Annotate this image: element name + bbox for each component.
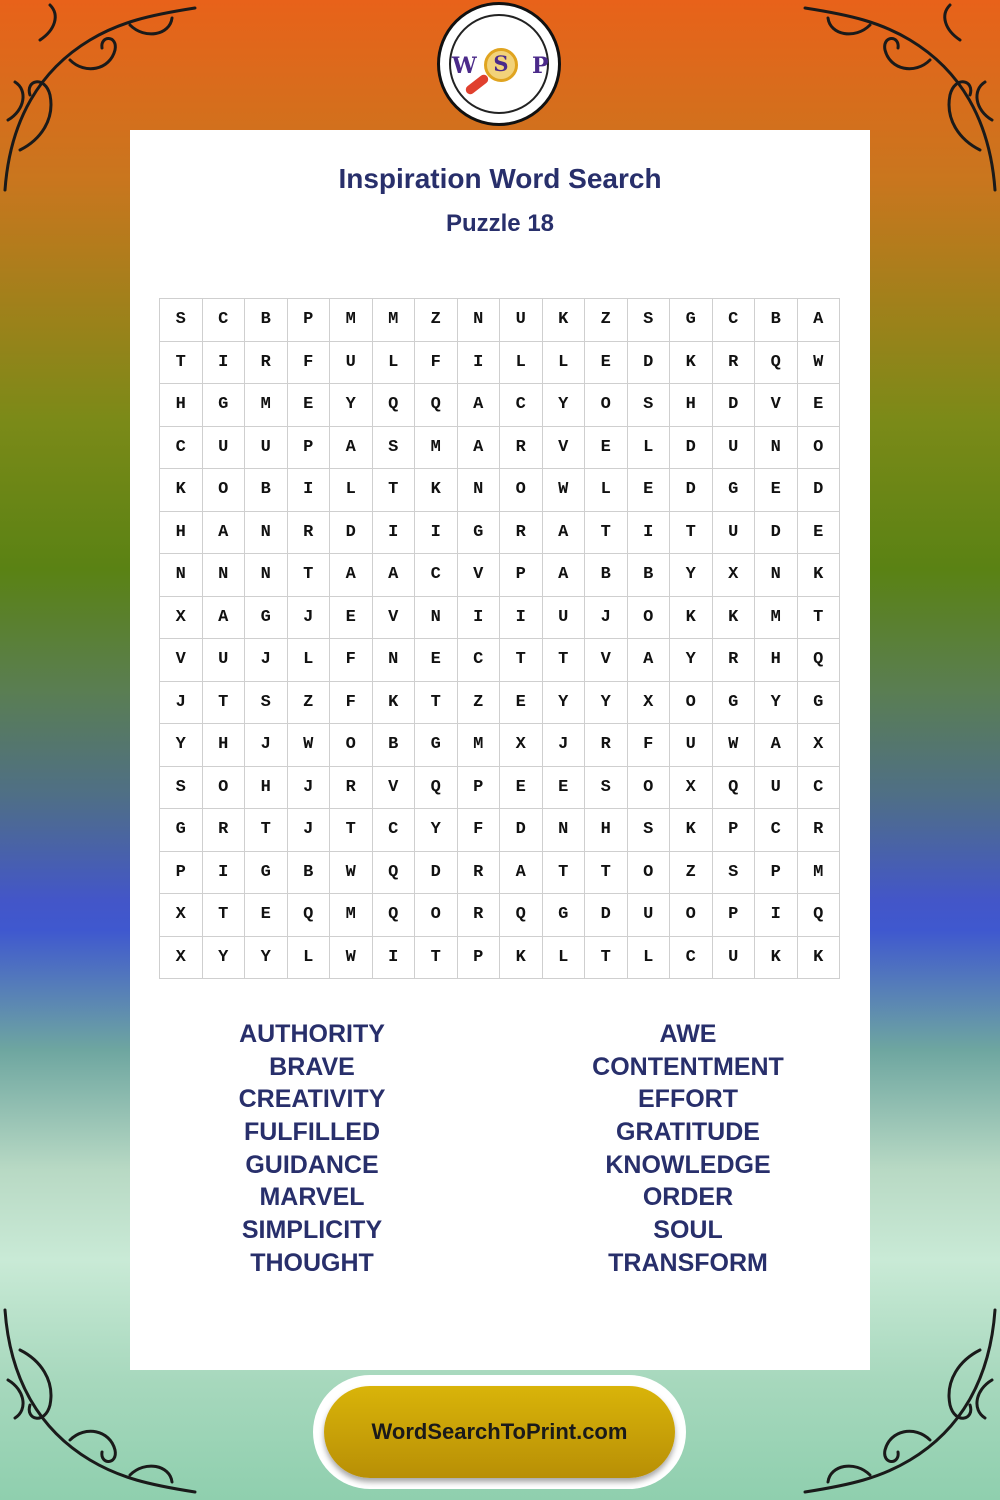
- grid-cell[interactable]: F: [458, 809, 501, 852]
- word-list-item: AUTHORITY: [239, 1020, 385, 1048]
- grid-cell[interactable]: K: [798, 937, 841, 980]
- grid-cell[interactable]: O: [670, 894, 713, 937]
- grid-cell[interactable]: M: [798, 852, 841, 895]
- grid-cell[interactable]: F: [330, 682, 373, 725]
- site-link-label: WordSearchToPrint.com: [371, 1419, 628, 1444]
- grid-cell[interactable]: B: [245, 299, 288, 342]
- grid-cell[interactable]: C: [373, 809, 416, 852]
- grid-cell[interactable]: D: [755, 512, 798, 555]
- grid-cell[interactable]: C: [755, 809, 798, 852]
- grid-cell[interactable]: Y: [755, 682, 798, 725]
- grid-cell[interactable]: R: [798, 809, 841, 852]
- grid-cell[interactable]: L: [500, 342, 543, 385]
- puzzle-number: Puzzle 18: [445, 210, 555, 237]
- grid-cell[interactable]: A: [798, 299, 841, 342]
- grid-cell[interactable]: R: [203, 809, 246, 852]
- grid-cell[interactable]: Y: [330, 384, 373, 427]
- grid-cell[interactable]: I: [373, 512, 416, 555]
- grid-cell[interactable]: M: [330, 894, 373, 937]
- grid-cell[interactable]: Q: [373, 852, 416, 895]
- grid-cell[interactable]: J: [245, 639, 288, 682]
- grid-cell[interactable]: A: [628, 639, 671, 682]
- grid-cell[interactable]: O: [203, 469, 246, 512]
- grid-cell[interactable]: K: [670, 809, 713, 852]
- grid-cell[interactable]: U: [203, 427, 246, 470]
- grid-cell[interactable]: E: [585, 342, 628, 385]
- grid-cell[interactable]: U: [670, 724, 713, 767]
- grid-cell[interactable]: K: [713, 597, 756, 640]
- grid-cell[interactable]: O: [330, 724, 373, 767]
- grid-cell[interactable]: S: [628, 299, 671, 342]
- grid-cell[interactable]: W: [798, 342, 841, 385]
- grid-cell[interactable]: Q: [798, 639, 841, 682]
- grid-cell[interactable]: E: [543, 767, 586, 810]
- grid-cell[interactable]: H: [160, 384, 203, 427]
- grid-cell[interactable]: G: [713, 469, 756, 512]
- grid-cell[interactable]: P: [458, 767, 501, 810]
- grid-cell[interactable]: G: [415, 724, 458, 767]
- grid-cell[interactable]: T: [415, 682, 458, 725]
- grid-cell[interactable]: M: [245, 384, 288, 427]
- grid-cell[interactable]: N: [160, 554, 203, 597]
- grid-cell[interactable]: E: [500, 767, 543, 810]
- logo-letter-s: S: [493, 51, 509, 76]
- grid-cell[interactable]: U: [628, 894, 671, 937]
- grid-cell[interactable]: O: [798, 427, 841, 470]
- grid-cell[interactable]: H: [245, 767, 288, 810]
- grid-cell[interactable]: Q: [415, 767, 458, 810]
- grid-cell[interactable]: E: [288, 384, 331, 427]
- grid-cell[interactable]: Y: [670, 639, 713, 682]
- grid-cell[interactable]: U: [713, 427, 756, 470]
- grid-cell[interactable]: G: [245, 597, 288, 640]
- grid-cell[interactable]: Q: [288, 894, 331, 937]
- grid-cell[interactable]: A: [500, 852, 543, 895]
- grid-cell[interactable]: O: [585, 384, 628, 427]
- grid-cell[interactable]: V: [373, 767, 416, 810]
- word-list-item: ORDER: [642, 1183, 734, 1212]
- grid-cell[interactable]: I: [288, 469, 331, 512]
- grid-cell[interactable]: J: [160, 682, 203, 725]
- word-list-left: [162, 1018, 462, 1280]
- grid-cell[interactable]: O: [203, 767, 246, 810]
- grid-cell[interactable]: B: [755, 299, 798, 342]
- grid-cell[interactable]: T: [500, 639, 543, 682]
- grid-cell[interactable]: I: [628, 512, 671, 555]
- grid-cell[interactable]: D: [670, 469, 713, 512]
- grid-cell[interactable]: A: [755, 724, 798, 767]
- grid-cell[interactable]: Z: [585, 299, 628, 342]
- grid-cell[interactable]: M: [373, 299, 416, 342]
- grid-cell[interactable]: I: [500, 597, 543, 640]
- grid-cell[interactable]: C: [713, 299, 756, 342]
- grid-cell[interactable]: I: [415, 512, 458, 555]
- grid-cell[interactable]: A: [458, 384, 501, 427]
- grid-cell[interactable]: G: [203, 384, 246, 427]
- page-title: Inspiration Word Search: [338, 163, 662, 194]
- grid-cell[interactable]: E: [585, 427, 628, 470]
- grid-cell[interactable]: S: [713, 852, 756, 895]
- grid-cell[interactable]: K: [543, 299, 586, 342]
- grid-cell[interactable]: J: [288, 597, 331, 640]
- grid-cell[interactable]: O: [628, 597, 671, 640]
- logo-letter-p: P: [532, 53, 549, 79]
- grid-cell[interactable]: S: [245, 682, 288, 725]
- grid-cell[interactable]: U: [713, 937, 756, 980]
- grid-cell[interactable]: N: [245, 554, 288, 597]
- grid-cell[interactable]: E: [415, 639, 458, 682]
- grid-cell[interactable]: E: [500, 682, 543, 725]
- grid-cell[interactable]: J: [288, 809, 331, 852]
- grid-cell[interactable]: V: [585, 639, 628, 682]
- grid-cell[interactable]: A: [330, 427, 373, 470]
- grid-cell[interactable]: P: [713, 809, 756, 852]
- word-list-item: SIMPLICITY: [241, 1216, 383, 1245]
- word-list-item: CONTENTMENT: [592, 1052, 784, 1081]
- grid-cell[interactable]: F: [415, 342, 458, 385]
- grid-cell[interactable]: U: [203, 639, 246, 682]
- grid-cell[interactable]: N: [755, 427, 798, 470]
- grid-cell[interactable]: U: [500, 299, 543, 342]
- grid-cell[interactable]: C: [203, 299, 246, 342]
- grid-cell[interactable]: G: [160, 809, 203, 852]
- grid-cell[interactable]: S: [160, 767, 203, 810]
- grid-cell[interactable]: T: [373, 469, 416, 512]
- grid-cell[interactable]: D: [585, 894, 628, 937]
- grid-cell[interactable]: T: [330, 809, 373, 852]
- grid-cell[interactable]: S: [160, 299, 203, 342]
- grid-cell[interactable]: L: [288, 639, 331, 682]
- grid-cell[interactable]: U: [755, 767, 798, 810]
- grid-cell[interactable]: N: [458, 469, 501, 512]
- grid-cell[interactable]: W: [713, 724, 756, 767]
- word-list-item: TRANSFORM: [608, 1248, 768, 1277]
- grid-cell[interactable]: P: [500, 554, 543, 597]
- grid-cell[interactable]: D: [713, 384, 756, 427]
- grid-cell[interactable]: A: [543, 512, 586, 555]
- grid-cell[interactable]: R: [713, 342, 756, 385]
- grid-cell[interactable]: U: [543, 597, 586, 640]
- grid-cell[interactable]: I: [203, 852, 246, 895]
- grid-cell[interactable]: P: [755, 852, 798, 895]
- grid-cell[interactable]: V: [160, 639, 203, 682]
- grid-cell[interactable]: F: [288, 342, 331, 385]
- grid-cell[interactable]: S: [628, 809, 671, 852]
- grid-cell[interactable]: P: [713, 894, 756, 937]
- grid-cell[interactable]: X: [798, 724, 841, 767]
- grid-cell[interactable]: Y: [585, 682, 628, 725]
- grid-cell[interactable]: T: [245, 809, 288, 852]
- grid-cell[interactable]: K: [798, 554, 841, 597]
- grid-cell[interactable]: I: [458, 597, 501, 640]
- grid-cell[interactable]: A: [330, 554, 373, 597]
- grid-cell[interactable]: E: [628, 469, 671, 512]
- grid-cell[interactable]: T: [543, 852, 586, 895]
- grid-cell[interactable]: Q: [500, 894, 543, 937]
- grid-cell[interactable]: B: [288, 852, 331, 895]
- word-list-item: BRAVE: [269, 1052, 355, 1081]
- grid-cell[interactable]: K: [373, 682, 416, 725]
- grid-cell[interactable]: G: [670, 299, 713, 342]
- grid-cell[interactable]: T: [585, 852, 628, 895]
- grid-cell[interactable]: R: [713, 639, 756, 682]
- grid-cell[interactable]: Y: [670, 554, 713, 597]
- word-list-item: SOUL: [653, 1216, 723, 1245]
- grid-cell[interactable]: V: [373, 597, 416, 640]
- grid-cell[interactable]: H: [160, 512, 203, 555]
- grid-cell[interactable]: T: [585, 512, 628, 555]
- grid-cell[interactable]: E: [798, 512, 841, 555]
- grid-cell[interactable]: X: [160, 937, 203, 980]
- grid-cell[interactable]: Y: [415, 809, 458, 852]
- grid-cell[interactable]: E: [330, 597, 373, 640]
- grid-cell[interactable]: N: [245, 512, 288, 555]
- grid-cell[interactable]: R: [458, 852, 501, 895]
- grid-cell[interactable]: B: [628, 554, 671, 597]
- grid-cell[interactable]: U: [330, 342, 373, 385]
- grid-cell[interactable]: W: [288, 724, 331, 767]
- grid-cell[interactable]: I: [203, 342, 246, 385]
- grid-cell[interactable]: H: [585, 809, 628, 852]
- grid-cell[interactable]: O: [628, 767, 671, 810]
- grid-cell[interactable]: G: [798, 682, 841, 725]
- grid-cell[interactable]: C: [160, 427, 203, 470]
- grid-cell[interactable]: A: [203, 512, 246, 555]
- grid-cell[interactable]: S: [585, 767, 628, 810]
- grid-cell[interactable]: Y: [203, 937, 246, 980]
- grid-cell[interactable]: O: [628, 852, 671, 895]
- grid-cell[interactable]: R: [288, 512, 331, 555]
- grid-cell[interactable]: Q: [415, 384, 458, 427]
- grid-cell[interactable]: X: [628, 682, 671, 725]
- grid-cell[interactable]: C: [670, 937, 713, 980]
- grid-cell[interactable]: Q: [713, 767, 756, 810]
- grid-cell[interactable]: T: [543, 639, 586, 682]
- grid-cell[interactable]: S: [373, 427, 416, 470]
- grid-cell[interactable]: X: [500, 724, 543, 767]
- grid-cell[interactable]: C: [415, 554, 458, 597]
- grid-cell[interactable]: W: [330, 937, 373, 980]
- grid-cell[interactable]: B: [245, 469, 288, 512]
- grid-cell[interactable]: V: [458, 554, 501, 597]
- grid-cell[interactable]: T: [415, 937, 458, 980]
- grid-cell[interactable]: T: [160, 342, 203, 385]
- word-list-item: GUIDANCE: [245, 1150, 379, 1179]
- grid-cell[interactable]: M: [330, 299, 373, 342]
- grid-cell[interactable]: L: [330, 469, 373, 512]
- grid-cell[interactable]: X: [670, 767, 713, 810]
- grid-cell[interactable]: E: [245, 894, 288, 937]
- grid-cell[interactable]: U: [245, 427, 288, 470]
- grid-cell[interactable]: E: [798, 384, 841, 427]
- grid-cell[interactable]: I: [755, 894, 798, 937]
- grid-cell[interactable]: R: [500, 512, 543, 555]
- grid-cell[interactable]: C: [500, 384, 543, 427]
- grid-cell[interactable]: A: [203, 597, 246, 640]
- grid-cell[interactable]: R: [245, 342, 288, 385]
- word-list-item: AWE: [659, 1020, 717, 1048]
- grid-cell[interactable]: O: [500, 469, 543, 512]
- grid-cell[interactable]: L: [373, 342, 416, 385]
- grid-cell[interactable]: V: [543, 427, 586, 470]
- grid-cell[interactable]: P: [160, 852, 203, 895]
- grid-cell[interactable]: N: [755, 554, 798, 597]
- grid-cell[interactable]: K: [670, 342, 713, 385]
- grid-cell[interactable]: G: [713, 682, 756, 725]
- grid-cell[interactable]: D: [330, 512, 373, 555]
- grid-cell[interactable]: L: [628, 427, 671, 470]
- grid-cell[interactable]: D: [628, 342, 671, 385]
- grid-cell[interactable]: J: [245, 724, 288, 767]
- grid-cell[interactable]: T: [203, 682, 246, 725]
- grid-cell[interactable]: T: [288, 554, 331, 597]
- grid-cell[interactable]: C: [798, 767, 841, 810]
- grid-cell[interactable]: K: [755, 937, 798, 980]
- grid-cell[interactable]: Z: [458, 682, 501, 725]
- grid-cell[interactable]: P: [458, 937, 501, 980]
- grid-cell[interactable]: N: [373, 639, 416, 682]
- grid-cell[interactable]: V: [755, 384, 798, 427]
- grid-cell[interactable]: X: [160, 894, 203, 937]
- grid-cell[interactable]: P: [288, 427, 331, 470]
- grid-cell[interactable]: L: [628, 937, 671, 980]
- grid-cell[interactable]: D: [500, 809, 543, 852]
- grid-cell[interactable]: M: [415, 427, 458, 470]
- grid-cell[interactable]: Z: [415, 299, 458, 342]
- grid-cell[interactable]: B: [585, 554, 628, 597]
- grid-cell[interactable]: Z: [288, 682, 331, 725]
- grid-cell[interactable]: G: [543, 894, 586, 937]
- grid-cell[interactable]: L: [543, 342, 586, 385]
- word-list-right: [538, 1018, 838, 1280]
- grid-cell[interactable]: L: [288, 937, 331, 980]
- word-list-item: GRATITUDE: [616, 1118, 760, 1147]
- word-list-item: FULFILLED: [243, 1118, 381, 1147]
- grid-cell[interactable]: H: [755, 639, 798, 682]
- grid-cell[interactable]: K: [160, 469, 203, 512]
- grid-cell[interactable]: W: [330, 852, 373, 895]
- grid-cell[interactable]: J: [585, 597, 628, 640]
- grid-cell[interactable]: H: [203, 724, 246, 767]
- grid-cell[interactable]: T: [670, 512, 713, 555]
- grid-cell[interactable]: Y: [160, 724, 203, 767]
- grid-cell[interactable]: A: [458, 427, 501, 470]
- grid-cell[interactable]: Y: [543, 682, 586, 725]
- grid-cell[interactable]: Q: [798, 894, 841, 937]
- grid-cell[interactable]: Z: [670, 852, 713, 895]
- grid-cell[interactable]: L: [543, 937, 586, 980]
- grid-cell[interactable]: M: [755, 597, 798, 640]
- site-link-button[interactable]: [324, 1386, 675, 1478]
- grid-cell[interactable]: D: [670, 427, 713, 470]
- grid-cell[interactable]: H: [670, 384, 713, 427]
- grid-cell[interactable]: D: [798, 469, 841, 512]
- grid-cell[interactable]: R: [585, 724, 628, 767]
- grid-cell[interactable]: D: [415, 852, 458, 895]
- grid-cell[interactable]: N: [203, 554, 246, 597]
- grid-cell[interactable]: X: [713, 554, 756, 597]
- word-list-item: KNOWLEDGE: [605, 1150, 771, 1179]
- grid-cell[interactable]: N: [543, 809, 586, 852]
- grid-cell[interactable]: I: [373, 937, 416, 980]
- grid-cell[interactable]: F: [628, 724, 671, 767]
- grid-cell[interactable]: G: [458, 512, 501, 555]
- grid-cell[interactable]: R: [458, 894, 501, 937]
- grid-cell[interactable]: Q: [755, 342, 798, 385]
- grid-cell[interactable]: X: [160, 597, 203, 640]
- grid-cell[interactable]: M: [458, 724, 501, 767]
- grid-cell[interactable]: Q: [373, 384, 416, 427]
- grid-cell[interactable]: S: [628, 384, 671, 427]
- grid-cell[interactable]: B: [373, 724, 416, 767]
- grid-cell[interactable]: J: [288, 767, 331, 810]
- grid-cell[interactable]: K: [670, 597, 713, 640]
- word-list-item: MARVEL: [259, 1183, 365, 1212]
- grid-cell[interactable]: I: [458, 342, 501, 385]
- grid-cell[interactable]: A: [543, 554, 586, 597]
- grid-cell[interactable]: K: [500, 937, 543, 980]
- word-list-item: THOUGHT: [250, 1248, 374, 1277]
- grid-cell[interactable]: C: [458, 639, 501, 682]
- grid-cell[interactable]: R: [500, 427, 543, 470]
- grid-cell[interactable]: R: [330, 767, 373, 810]
- grid-cell[interactable]: T: [585, 937, 628, 980]
- letter-grid: [159, 298, 840, 979]
- logo-letter-w: W: [452, 53, 477, 79]
- grid-cell[interactable]: O: [415, 894, 458, 937]
- wsp-logo[interactable]: [437, 2, 561, 126]
- grid-cell[interactable]: O: [670, 682, 713, 725]
- grid-cell[interactable]: N: [458, 299, 501, 342]
- grid-cell[interactable]: Q: [373, 894, 416, 937]
- grid-cell[interactable]: A: [373, 554, 416, 597]
- grid-cell[interactable]: L: [585, 469, 628, 512]
- grid-cell[interactable]: J: [543, 724, 586, 767]
- grid-cell[interactable]: Y: [245, 937, 288, 980]
- grid-cell[interactable]: U: [713, 512, 756, 555]
- grid-cell[interactable]: W: [543, 469, 586, 512]
- word-list-item: CREATIVITY: [238, 1085, 386, 1114]
- grid-cell[interactable]: N: [415, 597, 458, 640]
- grid-cell[interactable]: K: [415, 469, 458, 512]
- grid-cell[interactable]: T: [798, 597, 841, 640]
- grid-cell[interactable]: T: [203, 894, 246, 937]
- grid-cell[interactable]: F: [330, 639, 373, 682]
- grid-cell[interactable]: P: [288, 299, 331, 342]
- grid-cell[interactable]: Y: [543, 384, 586, 427]
- word-list-item: EFFORT: [638, 1085, 738, 1114]
- grid-cell[interactable]: G: [245, 852, 288, 895]
- grid-cell[interactable]: E: [755, 469, 798, 512]
